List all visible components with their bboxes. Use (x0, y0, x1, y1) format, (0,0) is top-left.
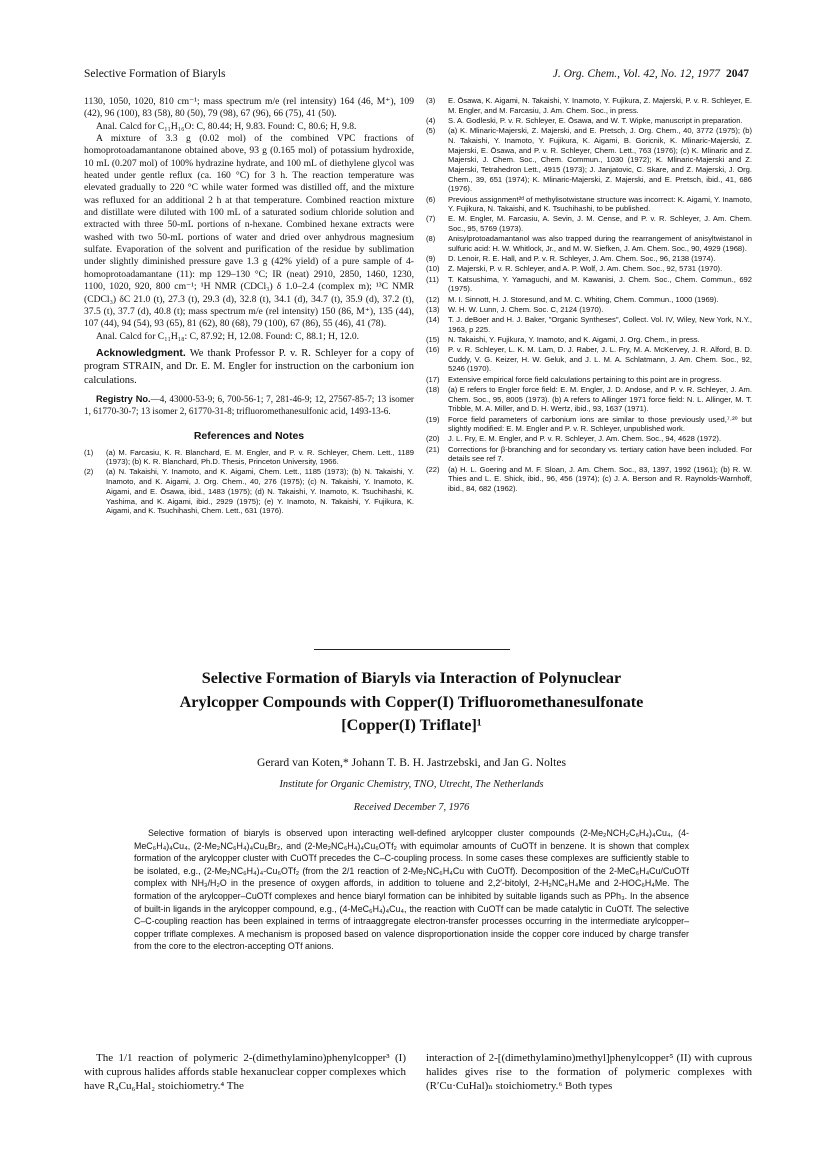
reference-item (426, 295, 752, 305)
reference-text: P. v. R. Schleyer, L. K. M. Lam, D. J. Raber, J. L. Fry, M. A. McKervey, J. R. Alford, B. D. Cuddy, V. G. Keizer, H. W. Geluk, and J. L. M. A. Schlatmann, J. Am. Chem. Soc., 92, 5246 (1970). (448, 345, 752, 374)
reference-item (426, 195, 752, 214)
reference-text: J. L. Fry, E. M. Engler, and P. v. R. Schleyer, J. Am. Chem. Soc., 94, 4628 (1972). (448, 434, 722, 444)
reference-text: Z. Majerski, P. v. R. Schleyer, and A. P. Wolf, J. Am. Chem. Soc., 92, 5731 (1970). (448, 264, 723, 274)
reference-text: Anisylprotoadamantanol was also trapped during the rearrangement of anisyltwistanol in sulfuric acid: H. W. Whitlock, Jr., and M. W. Siefken, J. Am. Chem. Soc., 90, 4929 (1968). (448, 234, 752, 254)
article-title-line-1: Selective Formation of Biaryls via Interaction of Polynuclear (201, 669, 622, 687)
reference-number: (11) (426, 274, 439, 284)
right-column (426, 96, 752, 494)
reference-item (84, 467, 414, 516)
reference-item (426, 434, 752, 444)
reference-text: Previous assignment²ᵈ of methylisotwistane structure was incorrect: K. Aigami, Y. Inamoto, Y. Fujikura, N. Takaishi, and K. Tsuchihashi, to be published. (448, 194, 752, 214)
reference-number: (2) (84, 467, 94, 477)
reference-number: (20) (426, 434, 440, 444)
reference-number: (17) (426, 374, 440, 384)
registry-label: Registry No. (96, 394, 151, 405)
journal-citation: J. Org. Chem., Vol. 42, No. 12, 1977 (552, 68, 720, 80)
reference-text: T. Katsushima, Y. Yamaguchi, and M. Kawanisi, J. Chem. Soc., Chem. Commun., 692 (1975). (448, 274, 752, 294)
reference-number: (14) (426, 314, 440, 324)
analysis-paragraph-2: Anal. Calcd for C₁₁H₁₈: C, 87.92; H, 12.08. Found: C, 88.1; H, 12.0. (96, 330, 360, 342)
registry-numbers (84, 393, 414, 417)
reference-item (426, 375, 752, 385)
reference-number: (12) (426, 294, 440, 304)
running-header-title: Selective Formation of Biaryls (84, 68, 226, 80)
article-abstract: Selective formation of biaryls is observed upon interacting well-defined arylcopper cluster compounds (2-Me₂NCH₂C₆H₄)₄Cu₄, (4-MeC₆H₄)₄Cu₄, (2-Me₂NC₆H₄)₄Cu₆Br₂, and (2-Me₂NC₆H₄)₄Cu₆OTf₂ with equimolar amounts of CuOTf in benzene. It is shown that complex formation of the arylcopper cluster with CuOTf precedes the C–C-coupling process. In some cases these complexes are sufficiently stable to be isolated, e.g., (2-Me₂NC₆H₄)₄-Cu₆OTf₂ (from the 2/1 reaction of 2-Me₂NC₆H₄Cu with CuOTf). Decomposition of the 2-MeC₆H₄Cu/CuOTf complex with NH₃/H₂O in the presence of oxygen affords, in addition to toluene and 2,2′-bitolyl, 2-H₂NC₆H₄Me and 2-HOC₆H₄Me. The formation of the arylcopper–CuOTf complexes and hence biaryl formation can be inhibited by suitable ligands such as PPh₃. In the absence of built-in ligands in the arylcopper compound, e.g., (4-MeC₆H₄)₄Cu₄, the reaction with CuOTf can be made catalytic in CuOTf. The selective C–C-coupling reaction has been explained in terms of intraaggregate electron-transfer processes occurring in the intermediate arylcopper–copper triflate complexes. A mechanism is proposed based on valence disproportionation inside the copper core induced by charge transfer from the core to the electron-accepting OTf anions. (134, 828, 689, 952)
reference-number: (1) (84, 447, 94, 457)
left-column (84, 96, 414, 516)
reference-number: (10) (426, 264, 440, 274)
reference-text: (a) E refers to Engler force field: E. M. Engler, J. D. Andose, and P. v. R. Schleyer, J. Am. Chem. Soc., 95, 8005 (1973). (b) A refers to Allinger 1971 force field: N. L. Allinger, M. T. Tribble, M. A. Miller, and D. H. Wertz, ibid., 93, 1637 (1971). (448, 384, 752, 414)
reference-text: E. M. Engler, M. Farcasiu, A. Sevin, J. M. Cense, and P. v. R. Schleyer, J. Am. Chem. Soc., 95, 5769 (1973). (448, 214, 752, 234)
reference-text: (a) M. Farcasiu, K. R. Blanchard, E. M. Engler, and P. v. R. Schleyer, Chem. Lett., 1189 (1973); (b) K. R. Blanchard, Ph.D. Thesis, Princeton University, 1966. (106, 447, 414, 467)
reference-item (426, 335, 752, 345)
reference-item (426, 234, 752, 253)
reference-item (426, 465, 752, 494)
reference-text: Extensive empirical force field calculations pertaining to this point are in progress. (448, 374, 722, 384)
reference-item (426, 254, 752, 264)
reference-item (426, 345, 752, 374)
reference-item (426, 96, 752, 115)
reference-number: (18) (426, 384, 440, 394)
reference-text: S. A. Godleski, P. v. R. Schleyer, E. Ōsawa, and W. T. Wipke, manuscript in preparation. (448, 115, 743, 125)
running-header-journal (553, 68, 749, 80)
reference-item (426, 315, 752, 334)
reference-number: (5) (426, 126, 436, 136)
reference-item (426, 305, 752, 315)
acknowledgment-text: We thank Professor P. v. R. Schleyer for a copy of program STRAIN, and Dr. E. M. Engler for instruction on the carbonium ion calculations. (84, 347, 414, 386)
registry-text: —4, 43000-53-9; 6, 700-56-1; 7, 281-46-9; 12, 27567-85-7; 13 isomer 1, 61770-30-7; 13 isomer 2, 61770-31-8; trifluoromethanesulfonic acid, 1493-13-6. (84, 394, 414, 417)
reference-text: T. J. deBoer and H. J. Baker, "Organic Syntheses", Collect. Vol. IV, Wiley, New York, N.Y., 1963, p 225. (448, 314, 752, 334)
reference-number: (8) (426, 234, 436, 244)
reference-number: (7) (426, 214, 436, 224)
references-heading: References and Notes (193, 429, 305, 442)
reference-text: E. Ōsawa, K. Aigami, N. Takaishi, Y. Inamoto, Y. Fujikura, Z. Majerski, P. v. R. Schleyer, E. M. Engler, and M. Farcasiu, J. Am. Chem. Soc., in press. (448, 96, 752, 115)
reference-text: (a) H. L. Goering and M. F. Sloan, J. Am. Chem. Soc., 83, 1397, 1992 (1961); (b) R. W. Thies and L. E. Shick, ibid., 96, 456 (1974); (c) J. A. Berson and R. Raynolds-Warnhoff, ibid., 84, 682 (1962). (448, 464, 752, 493)
reference-text: Force field parameters of carbonium ions are similar to those previously used,⁷·²⁰ but slightly modified: E. M. Engler and P. v. R. Schleyer, unpublished work. (448, 414, 752, 434)
article-title (110, 667, 713, 738)
intro-text-left: The 1/1 reaction of polymeric 2-(dimethylamino)phenylcopper³ (I) with cuprous halides affords stable hexanuclear copper complexes which have R₄Cu₆Hal₂ stoichiometry.⁴ The (84, 1052, 406, 1092)
reference-number: (4) (426, 115, 436, 125)
reference-item (426, 275, 752, 294)
reference-number: (21) (426, 444, 440, 454)
acknowledgment-label: Acknowledgment. (96, 346, 186, 359)
reference-text: M. I. Sinnott, H. J. Storesund, and M. C. Whiting, Chem. Commun., 1000 (1969). (448, 294, 719, 304)
article-title-line-3: [Copper(I) Triflate]¹ (341, 716, 482, 734)
reference-list-left (84, 448, 414, 516)
reference-text: Corrections for β-branching and for secondary vs. tertiary cation have been included. For details see ref 7. (448, 444, 752, 464)
reference-number: (16) (426, 345, 440, 355)
analysis-paragraph-1: Anal. Calcd for C₁₁H₁₆O: C, 80.44; H, 9.83. Found: C, 80.6; H, 9.8. (96, 120, 357, 132)
page-number: 2047 (726, 68, 749, 80)
article-authors: Gerard van Koten,* Johann T. B. H. Jastrzebski, and Jan G. Noltes (257, 756, 566, 769)
reference-number: (13) (426, 304, 440, 314)
article-title-line-2: Arylcopper Compounds with Copper(I) Trifluoromethanesulfonate (179, 692, 644, 711)
reference-number: (9) (426, 254, 436, 264)
reference-item (426, 445, 752, 464)
reference-text: D. Lenoir, R. E. Hall, and P. v. R. Schleyer, J. Am. Chem. Soc., 96, 2138 (1974). (448, 254, 716, 264)
spectrum-paragraph: 1130, 1050, 1020, 810 cm⁻¹; mass spectrum m/e (rel intensity) 164 (46, M⁺), 109 (42), 96 (100), 83 (58), 80 (50), 79 (98), 67 (96), 66 (75), 41 (50). (84, 96, 414, 120)
reference-text: W. H. W. Lunn, J. Chem. Soc. C, 2124 (1970). (448, 304, 604, 314)
reference-item (426, 385, 752, 414)
received-date: Received December 7, 1976 (353, 802, 470, 813)
reference-item (426, 415, 752, 434)
reference-item (426, 264, 752, 274)
article-divider (314, 649, 510, 650)
reference-number: (22) (426, 464, 440, 474)
reference-number: (15) (426, 334, 440, 344)
reference-text: (a) N. Takaishi, Y. Inamoto, and K. Aigami, Chem. Lett., 1185 (1973); (b) N. Takaishi, Y. Inamoto, and K. Aigami, J. Org. Chem., 40, 276 (1975); (c) N. Takaishi, Y. Inamoto, K. Aigami, and E. Ōsawa, ibid., 1483 (1975); (d) N. Takaishi, Y. Inamoto, K. Tsuchihashi, K. Yashima, and K. Aigami, ibid., 2929 (1975); (e) Y. Inamoto, N. Takaishi, Y. Fujikura, K. Aigami, and K. Tsuchihashi, Chem. Lett., 631 (1976). (106, 467, 414, 516)
reference-list-right (426, 96, 752, 494)
reference-number: (6) (426, 194, 436, 204)
reference-item (426, 126, 752, 194)
reference-text: (a) K. Mlinaric-Majerski, Z. Majerski, and E. Pretsch, J. Org. Chem., 40, 3772 (1975); (b) N. Takaishi, Y. Inamoto, Y. Fujikura, K. Aigami, B. Goricnik, K. Mlinaric-Majerski, Z. Majerski, E. Ōsawa, and P. v. R. Schleyer, Chem. Lett., 763 (1976); (c) K. Mlinaric and Z. Majerski, J. Chem. Soc., Chem. Commun., 1030 (1972); K. Mlinaric-Majerski and Z. Majerski, Tetrahedron Lett., 4915 (1973); J. Janjatovic, C. Skare, and Z. Majerski, J. Org. Chem., 39, 651 (1974); K. Mlinaric-Majerski, Z. Majerski, and E. Pretsch, ibid., 41, 686 (1976). (448, 126, 752, 194)
reference-text: N. Takaishi, Y. Fujikura, Y. Inamoto, and K. Aigami, J. Org. Chem., in press. (448, 334, 700, 344)
intro-text-right: interaction of 2-[(dimethylamino)methyl]phenylcopper⁵ (II) with cuprous halides gives rise to the formation of polymeric complexes with (R′Cu·CuHal)ₙ stoichiometry.⁶ Both types (426, 1052, 752, 1092)
reference-item (426, 214, 752, 233)
acknowledgment (84, 347, 414, 387)
reference-item (426, 116, 752, 126)
reference-item (84, 448, 414, 467)
experimental-paragraph: A mixture of 3.3 g (0.02 mol) of the combined VPC fractions of homoprotoadamantanone obtained above, 93 g (0.165 mol) of potassium hydroxide, 10 mL (0.207 mol) of 100% hydrazine hydrate, and 100 mL of diethylene glycol was heated under gentle reflux (ca. 160 °C) for 3 h. The reaction temperature was elevated gradually to 220 °C while water formed was distilled off, and the mixture was refluxed for an additional 2 h at that temperature. Combined reaction mixture and distillate were diluted with 100 mL of a saturated sodium chloride solution and extracted with three 50-mL portions of n-hexane. Combined hexane extracts were washed with two 50-mL portions of water and dried over anhydrous magnesium sulfate. Evaporation of the solvent and purification of the residue by sublimation under slightly diminished pressure gave 1.3 g (42% yield) of a pure sample of 4-homoprotoadamantane (11): mp 129–130 °C; IR (neat) 2910, 2850, 1460, 1230, 1100, 1020, 920, 800 cm⁻¹; ¹H NMR (CDCl₃) δ 1.0–2.4 (complex m); ¹³C NMR (CDCl₃) δC 21.0 (t), 27.3 (t), 29.3 (d), 32.8 (t), 34.1 (d), 34.7 (t), 35.9 (d), 37.2 (t), 37.5 (t), 37.7 (d), 40.8 (t); mass spectrum m/e (rel intensity) 150 (86, M⁺), 135 (44), 107 (44), 94 (54), 93 (65), 81 (62), 80 (68), 79 (100), 67 (86), 55 (46), 41 (78). (84, 133, 414, 330)
reference-number: (19) (426, 414, 440, 424)
article-affiliation: Institute for Organic Chemistry, TNO, Utrecht, The Netherlands (279, 779, 544, 790)
reference-number: (3) (426, 96, 436, 105)
